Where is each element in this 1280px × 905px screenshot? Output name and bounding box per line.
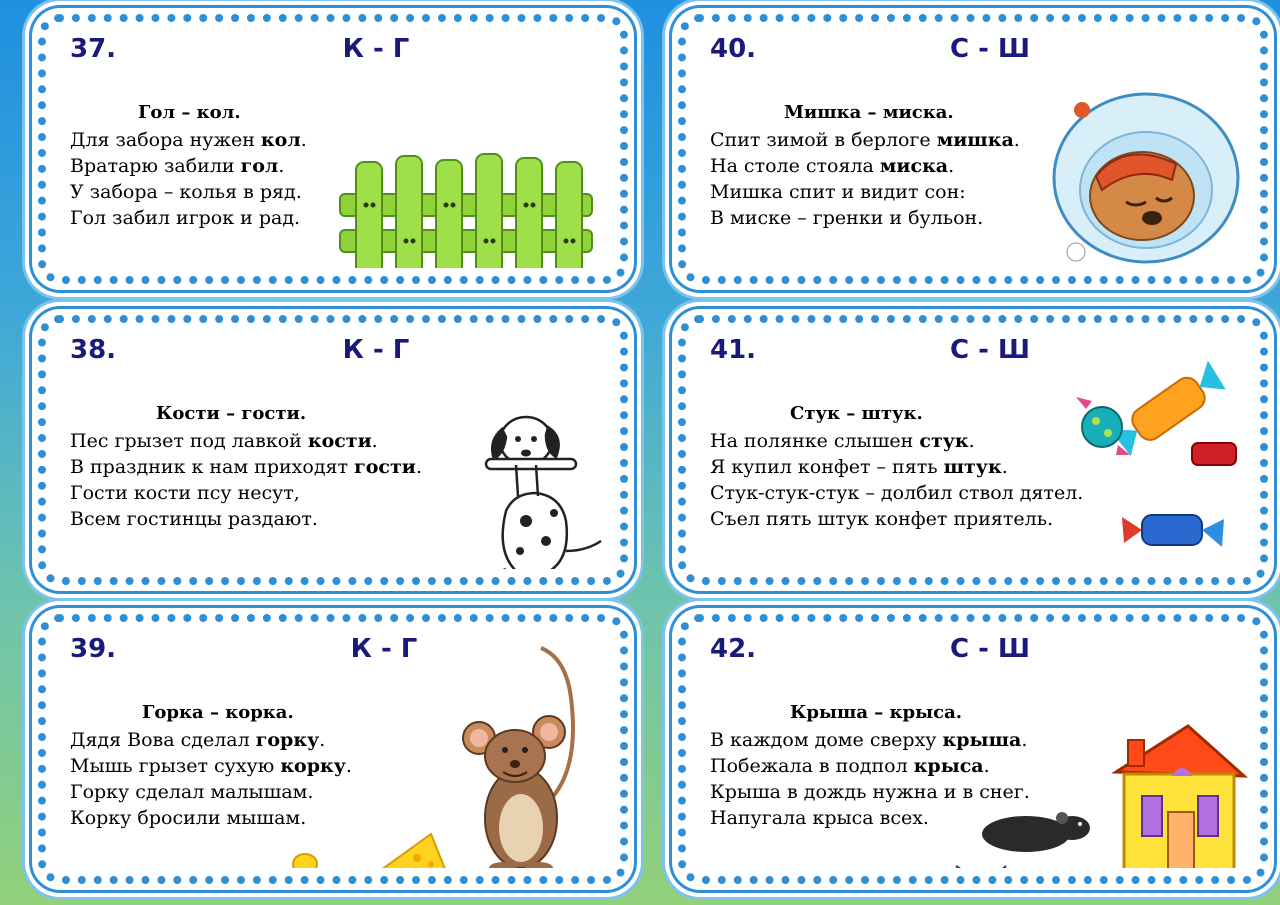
verse-line: В миске – гренки и бульон. xyxy=(710,207,984,229)
green-fence-icon xyxy=(336,150,596,268)
card-number: 40. xyxy=(710,34,757,64)
verse xyxy=(710,127,1020,231)
verse-line: Дядя Вова сделал горку. xyxy=(70,729,326,751)
verse-line: У забора – колья в ряд. xyxy=(70,181,302,203)
card-title: Мишка – миска. xyxy=(784,102,954,123)
dalmatian-dog-icon xyxy=(476,401,606,569)
card-title: Крыша – крыса. xyxy=(790,702,963,723)
verse-line: Крыша в дождь нужна и в снег. xyxy=(710,781,1030,803)
card-number: 41. xyxy=(710,335,757,365)
card-40 xyxy=(678,14,1268,284)
verse-line: На столе стояла миска. xyxy=(710,155,955,177)
verse-line: Съел пять штук конфет приятель. xyxy=(710,508,1054,530)
verse-line: Вратарю забили гол. xyxy=(70,155,285,177)
card-41 xyxy=(678,315,1268,585)
card-38 xyxy=(38,315,628,585)
candies-icon xyxy=(1072,357,1250,569)
verse-line: Пес грызет под лавкой кости. xyxy=(70,430,378,452)
verse xyxy=(70,428,422,532)
verse-line: На полянке слышен стук. xyxy=(710,430,975,452)
sleeping-bear-den-icon xyxy=(1046,80,1246,268)
verse-line: Напугала крыса всех. xyxy=(710,807,929,829)
card-number: 37. xyxy=(70,34,117,64)
verse-line: Всем гостинцы раздают. xyxy=(70,508,318,530)
card-37 xyxy=(38,14,628,284)
mouse-with-cheese-icon xyxy=(281,638,610,868)
sound-pair: С - Ш xyxy=(949,634,1031,664)
verse-line: Для забора нужен кол. xyxy=(70,129,307,151)
card-title: Стук – штук. xyxy=(790,403,923,424)
verse-line: В каждом доме сверху крыша. xyxy=(710,729,1028,751)
verse-line: Горку сделал малышам. xyxy=(70,781,314,803)
card-title: Кости – гости. xyxy=(156,403,307,424)
sound-pair: С - Ш xyxy=(949,335,1031,365)
card-39 xyxy=(38,614,628,884)
card-42 xyxy=(678,614,1268,884)
verse-line: Мышь грызет сухую корку. xyxy=(70,755,352,777)
sound-pair: К - Г xyxy=(350,634,418,664)
card-number: 39. xyxy=(70,634,117,664)
verse xyxy=(70,127,307,231)
card-number: 42. xyxy=(710,634,757,664)
verse-line: Гол забил игрок и рад. xyxy=(70,207,301,229)
verse-line: В праздник к нам приходят гости. xyxy=(70,456,422,478)
verse-line: Побежала в подпол крыса. xyxy=(710,755,990,777)
verse-line: Корку бросили мышам. xyxy=(70,807,307,829)
verse-line: Гости кости псу несут, xyxy=(70,482,300,504)
sound-pair: К - Г xyxy=(342,34,410,64)
verse-line: Стук-стук-стук – долбил ствол дятел. xyxy=(710,482,1084,504)
card-title: Горка – корка. xyxy=(142,702,294,723)
verse-line: Я купил конфет – пять штук. xyxy=(710,456,1008,478)
sound-pair: К - Г xyxy=(342,335,410,365)
sound-pair: С - Ш xyxy=(949,34,1031,64)
card-title: Гол – кол. xyxy=(138,102,241,123)
verse-line: Спит зимой в берлоге мишка. xyxy=(710,129,1020,151)
verse-line: Мишка спит и видит сон: xyxy=(710,181,966,203)
house-and-rat-icon xyxy=(926,716,1250,868)
card-number: 38. xyxy=(70,335,117,365)
verse xyxy=(710,428,1083,532)
